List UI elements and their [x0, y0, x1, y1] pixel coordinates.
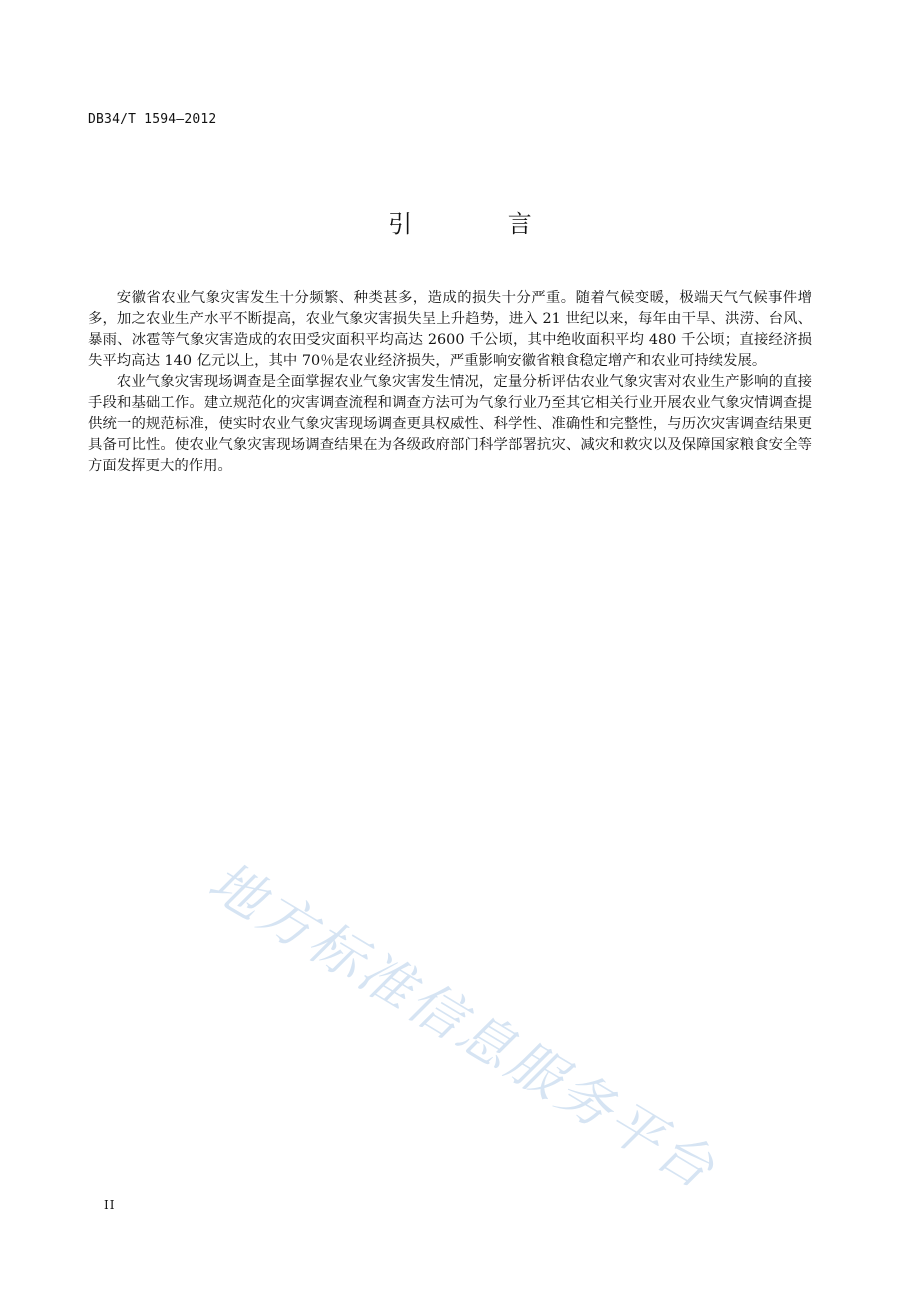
watermark: 地方标准信息服务平台 [197, 849, 728, 1203]
paragraph-1: 安徽省农业气象灾害发生十分频繁、种类甚多，造成的损失十分严重。随着气候变暖，极端天气气候事件增多，加之农业生产水平不断提高，农业气象灾害损失呈上升趋势，进入 21 世纪以来，每年由干旱、洪涝、台风、暴雨、冰雹等气象灾害造成的农田受灾面积平均高达 2600 千公顷，其中绝收面积平均 480 千公顷；直接经济损失平均高达 140 亿元以上，其中 70％是农业经济损失，严重影响安徽省粮食稳定增产和农业可持续发展。 [88, 290, 812, 369]
paragraph-2: 农业气象灾害现场调查是全面掌握农业气象灾害发生情况，定量分析评估农业气象灾害对农业生产影响的直接手段和基础工作。建立规范化的灾害调查流程和调查方法可为气象行业乃至其它相关行业开展农业气象灾情调查提供统一的规范标准，使实时农业气象灾害现场调查更具权威性、科学性、准确性和完整性，与历次灾害调查结果更具备可比性。使农业气象灾害现场调查结果在为各级政府部门科学部署抗灾、减灾和救灾以及保障国家粮食安全等方面发挥更大的作用。 [88, 374, 812, 474]
section-title: 引 言 [388, 210, 576, 238]
body-content [88, 288, 812, 477]
document-code: DB34/T 1594—2012 [88, 112, 217, 127]
page-number: II [104, 1198, 116, 1212]
